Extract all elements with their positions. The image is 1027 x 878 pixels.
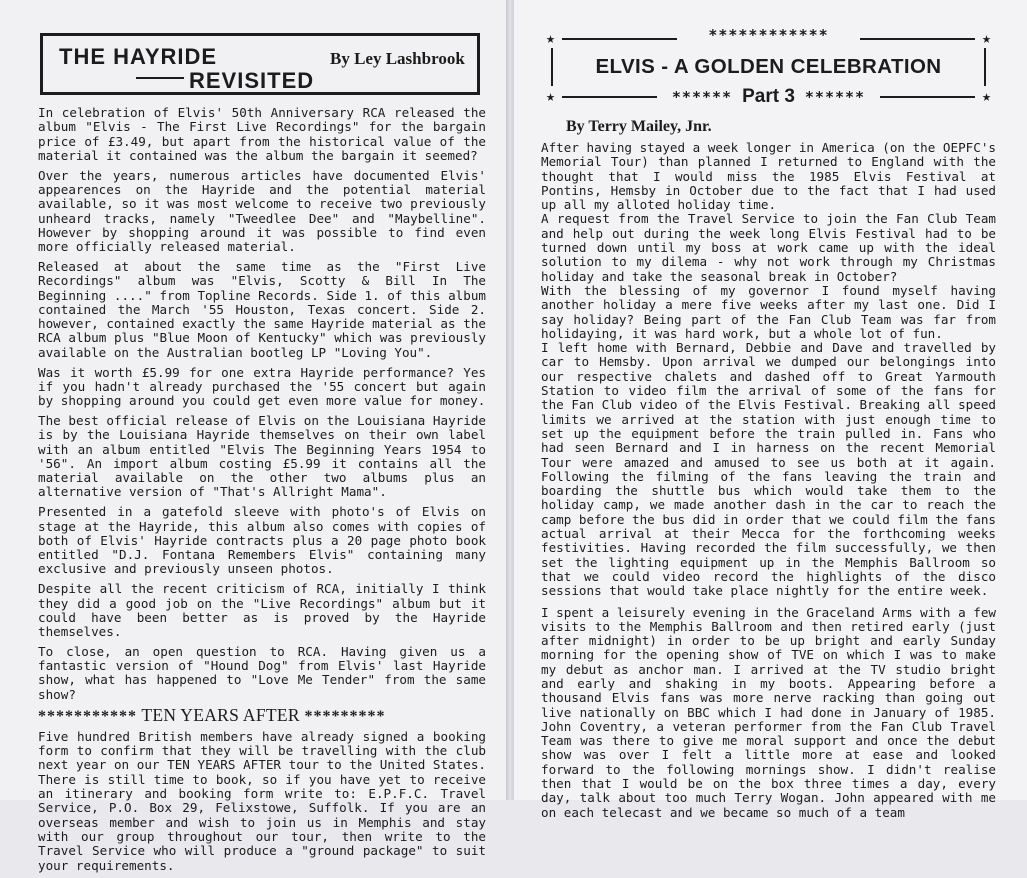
golden-celebration-article-body (541, 141, 996, 820)
hayride-paragraph-3: Released at about the same time as the "First Live Recordings" album was "Elvis, Scotty & Bill In The Beginning ...." from Topline Records. Side 1. of this album contained the March '55 Houston, Texas concert. Side 2. however, contained exactly the same Hayride material as the RCA album plus "Blue Moon of Kentucky" which was previously available on the Australian bootleg LP "Loving You". (38, 258, 486, 360)
hayride-article-body (38, 106, 486, 878)
golden-celebration-byline: By Terry Mailey, Jnr. (566, 118, 712, 135)
hayride-byline: By Ley Lashbrook (330, 49, 465, 68)
golden-celebration-title: ELVIS - A GOLDEN CELEBRATION (595, 55, 942, 78)
ten-years-heading (38, 704, 486, 725)
left-page (0, 0, 506, 873)
part-stars-left: ****** (671, 88, 733, 106)
hayride-title-line2: REVISITED (189, 68, 315, 93)
hayride-paragraph-7: Despite all the recent criticism of RCA, initially I think they did a good job on the "Live Recordings" album but it could have been better as is proved by the Hayride themselves. (38, 581, 486, 640)
corner-star-icon: ★ (981, 29, 991, 47)
celebration-paragraph-5: I spent a leisurely evening in the Graceland Arms with a few visits to the Memphis Ballroom and then retired early (just after midnight) in order to be up bright and early Sunday morning for the opening show of TVE on which I was to make my debut as anchor man. I arrived at the TV studio bright and early and shaking in my boots. Appearing before a thousand Elvis fans was more nerve racking than going out live nationally on BBC which I had done in January of 1985. John Coventry, a veteran performer from the Fan Club Travel Team was there to give me moral support and once the debut show was over I felt a little more at ease and looked forward to the following mornings show. I didn't realise then that I would be on the box three times a day, every day, talk about too much Terry Wogan. John appeared with me on each telecast and we became so much of a team (541, 604, 996, 820)
part-label: Part 3 (742, 86, 795, 107)
page-gutter (506, 0, 514, 800)
celebration-paragraph-3: With the blessing of my governor I found myself having another holiday a mere five weeks after my last one. Did I say holiday? Being part of the Fan Club Team was far from holidaying, it was hard work, but a whole lot of fun. (541, 282, 996, 341)
hayride-paragraph-2: Over the years, numerous articles have documented Elvis' appearences on the Hayride and the potential material available, so it was most welcome to receive two previously unheard tracks, namely "Tweedlee Dee" and "Maybelline". However by shopping around it was possible to find even more officially released material. (38, 167, 486, 255)
celebration-paragraph-4: I left home with Bernard, Debbie and Dave and travelled by car to Hemsby. Upon arrival we dumped our belongings into our respective chalets and dashed off to Great Yarmouth Station to video film the arrival of some of the fans for the Fan Club video of the Elvis Festival. Breaking all speed limits we arrived at the station with just enough time to set up the equipment before the train pulled in. Fans who had seen Bernard and I in harness on the recent Memorial Tour were amazed and amused to see us both at it again. Following the filming of the fans leaving the train and boarding the shuttle bus which would take them to the holiday camp, we made another dash in the car to reach the camp before the bus did in order that we could film the fans actual arrival at their Mecca for the forthcoming weeks festivities. Having recorded the film successfully, we then set the lighting equipment up in the Memphis Ballroom so that we could video record the highlights of the disco sessions that would take place nightly for the entire week. (541, 340, 996, 599)
ten-years-stars-right: ********* (304, 707, 386, 725)
celebration-paragraph-2: A request from the Travel Service to join the Fan Club Team and help out during the week long Elvis Festival had to be turned down until my boss at work came up with the ideal solution to my dilema - why not work through my Christmas holiday and take the seasonal break in October? (541, 211, 996, 284)
hayride-title-line1: THE HAYRIDE (59, 44, 218, 69)
part-heading (546, 86, 991, 108)
golden-celebration-title-frame (546, 28, 991, 108)
corner-star-icon: ★ (546, 29, 556, 47)
title-dash (136, 77, 184, 79)
hayride-paragraph-8: To close, an open question to RCA. Having given us a fantastic version of "Hound Dog" from Elvis' last Hayride show, what has happened to "Love Me Tender" from the same show? (38, 643, 486, 702)
hayride-paragraph-1: In celebration of Elvis' 50th Anniversary RCA released the album "Elvis - The First Live Recordings" for the bargain price of £3.49, but apart from the historical value of the material it contained was the album the bargain it seemed? (38, 105, 486, 163)
hayride-title-box (40, 33, 480, 95)
hayride-paragraph-6: Presented in a gatefold sleeve with photo's of Elvis on stage at the Hayride, this album also comes with copies of both of Elvis' Hayride contracts plus a 20 page photo book entitled "D.J. Fontana Remembers Elvis" containing many exclusive and previously unseen photos. (38, 504, 486, 577)
corner-star-icon: ★ (546, 87, 556, 105)
part-stars-right: ****** (804, 88, 866, 106)
hayride-paragraph-4: Was it worth £5.99 for one extra Hayride performance? Yes if you hadn't already purchased the '55 concert but again by shopping around you could get even more value for money. (38, 364, 486, 409)
ten-years-heading-text: TEN YEARS AFTER (141, 704, 300, 725)
ten-years-stars-left: *********** (38, 707, 137, 725)
celebration-paragraph-1: After having stayed a week longer in America (on the OEPFC's Memorial Tour) than planned I returned to England with the thought that I would miss the 1985 Elvis Festival at Pontins, Hemsby in October due to the fact that I had used up all my alloted holiday time. (541, 140, 996, 213)
frame-top-stars: ************ (708, 26, 829, 44)
hayride-paragraph-5: The best official release of Elvis on the Louisiana Hayride is by the Louisiana Hayride themselves on their own label with an album entitled "Elvis The Beginning Years 1954 to '56". An import album costing £5.99 it contains all the material available on the other two albums plus an alternative version of "That's Allright Mama". (38, 412, 486, 500)
corner-star-icon: ★ (981, 87, 991, 105)
ten-years-paragraph: Five hundred British members have already signed a booking form to confirm that they will be travelling with the club next year on our TEN YEARS AFTER tour to the United States. There is still time to book, so if you have yet to receive an itinerary and booking form write to: E.P.F.C. Travel Service, P.O. Box 29, Felixstowe, Suffolk. If you are an overseas member and wish to join us in Memphis and stay with our group throughout our tour, then write to the Travel Service who will produce a "ground package" to suit your requirements. (38, 728, 486, 873)
